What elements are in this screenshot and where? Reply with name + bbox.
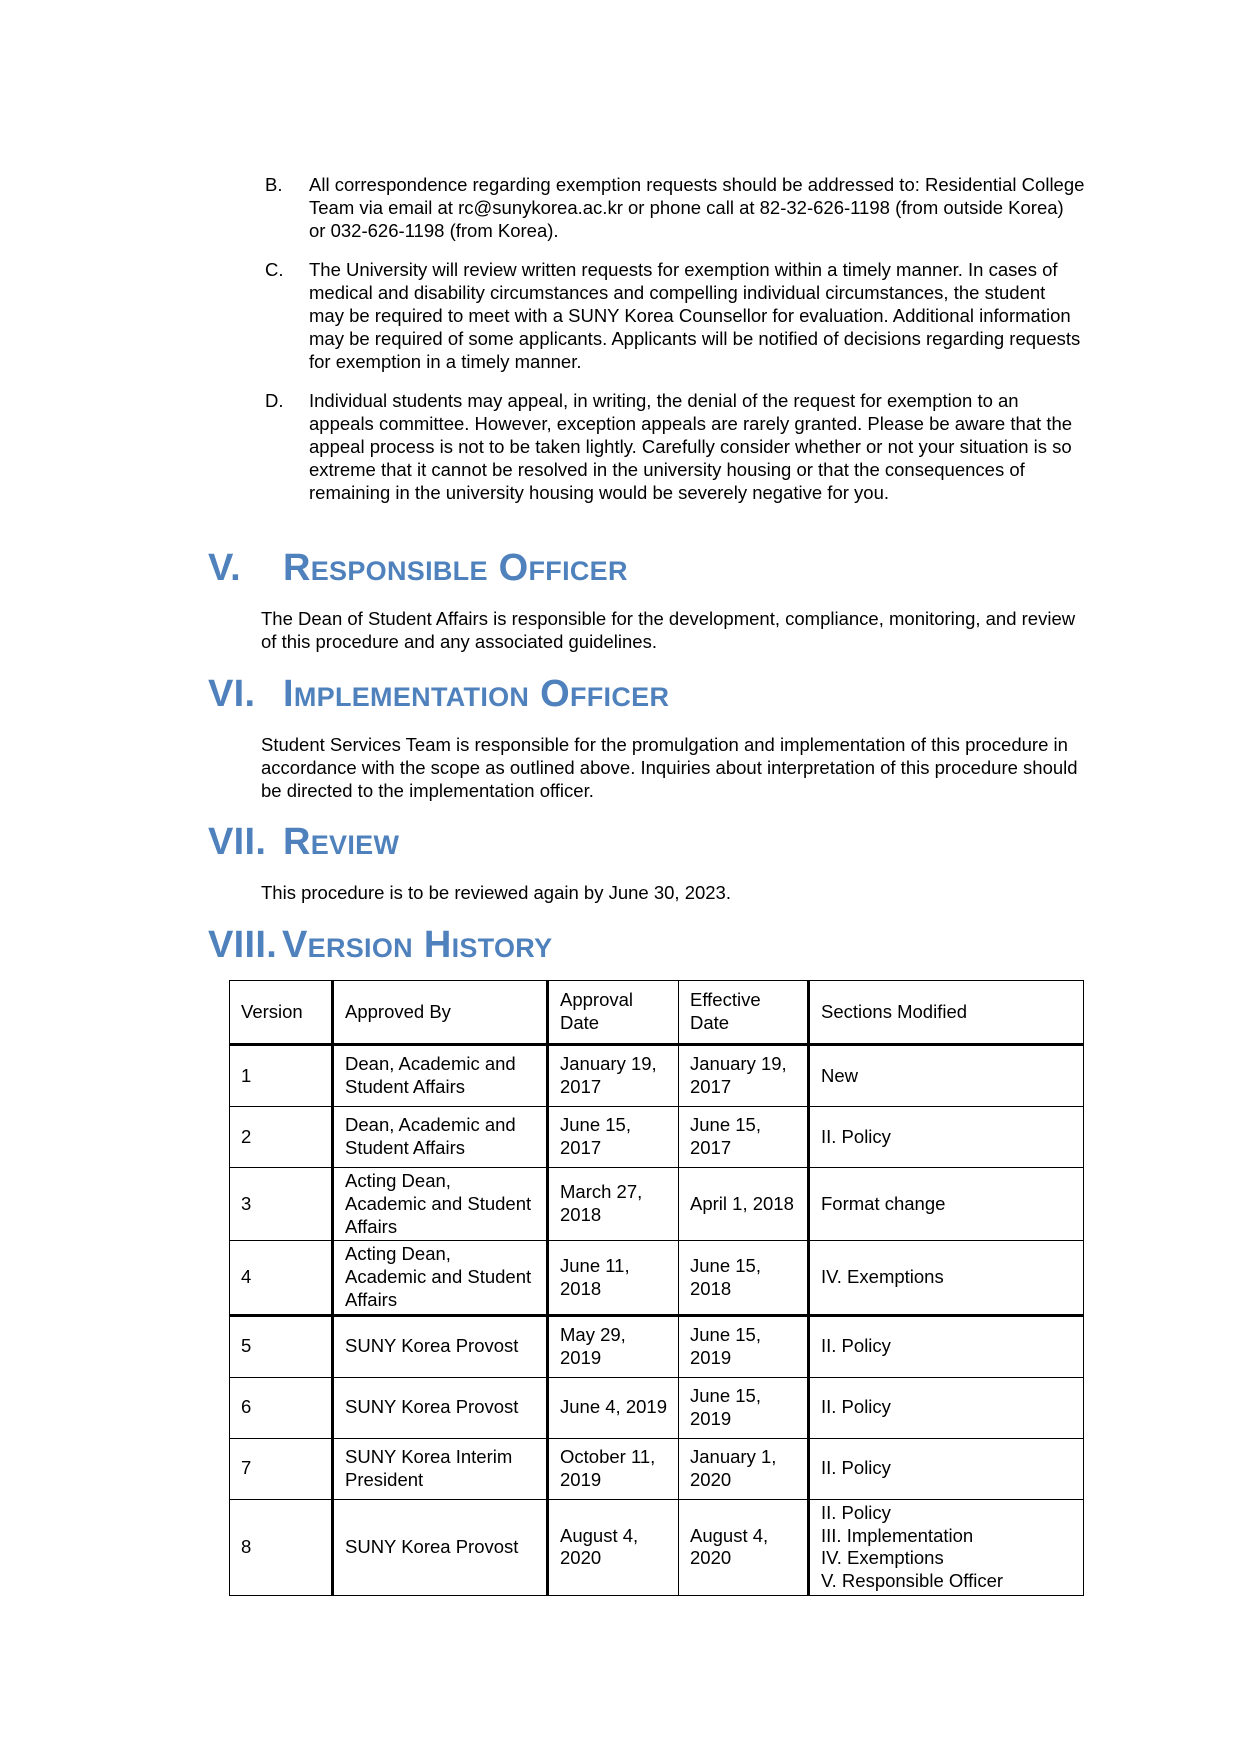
cell-approved-by: Dean, Academic and Student Affairs [333, 1045, 548, 1107]
cell-version: 8 [230, 1499, 333, 1595]
cell-approval-date: June 11, 2018 [548, 1241, 679, 1315]
cell-version: 5 [230, 1315, 333, 1377]
cell-approved-by: Acting Dean, Academic and Student Affairs [333, 1168, 548, 1241]
cell-approval-date: June 4, 2019 [548, 1377, 679, 1438]
heading-version-history [208, 923, 552, 967]
header-approved-by: Approved By [333, 981, 548, 1045]
table-row [230, 1438, 1084, 1499]
table-row [230, 1168, 1084, 1241]
table-row [230, 1377, 1084, 1438]
cell-version: 2 [230, 1107, 333, 1168]
cell-effective-date: June 15, 2019 [679, 1315, 809, 1377]
responsible-officer-body: The Dean of Student Affairs is responsible for the development, compliance, monitoring, and review of this procedure and any associated guidelines. [261, 608, 1076, 652]
cell-line: V. Responsible Officer [821, 1570, 1004, 1592]
cell-approval-date: October 11, 2019 [548, 1438, 679, 1499]
section-title: Version History [282, 924, 553, 966]
header-approval-date: Approval Date [548, 981, 679, 1045]
cell-approved-by: SUNY Korea Interim President [333, 1438, 548, 1499]
cell-line: IV. Exemptions [821, 1547, 944, 1569]
section-title: Responsible Officer [283, 547, 628, 589]
cell-approved-by: SUNY Korea Provost [333, 1315, 548, 1377]
heading-implementation-officer [208, 672, 669, 716]
cell-approval-date: June 15, 2017 [548, 1107, 679, 1168]
cell-approval-date: January 19, 2017 [548, 1045, 679, 1107]
table-row [230, 1241, 1084, 1315]
table-row [230, 1499, 1084, 1595]
exemption-list [265, 174, 1085, 521]
cell-version: 1 [230, 1045, 333, 1107]
version-history-body [230, 981, 1084, 1596]
section-title: Implementation Officer [283, 673, 670, 715]
table-row [230, 1107, 1084, 1168]
cell-effective-date: August 4, 2020 [679, 1499, 809, 1595]
header-sections-modified: Sections Modified [809, 981, 1084, 1045]
list-item-text: All correspondence regarding exemption requests should be addressed to: Residential College Team via email at rc@sunykorea.ac.kr or phone call at 82-32-626-1198 (from outside Korea) or 032-626-1198 (from Korea). [309, 174, 1085, 241]
cell-effective-date: April 1, 2018 [679, 1168, 809, 1241]
cell-approval-date: March 27, 2018 [548, 1168, 679, 1241]
list-item-text: Individual students may appeal, in writing, the denial of the request for exemption to an appeals committee. However, exception appeals are rarely granted. Please be aware that the appeal process is not to be taken lightly. Carefully consider whether or not your situation is so extreme that it cannot be resolved in the university housing or that the consequences of remaining in the university housing would be severely negative for you. [309, 390, 1073, 503]
heading-review [208, 820, 399, 864]
cell-line: III. Implementation [821, 1524, 974, 1546]
list-letter: D. [265, 390, 284, 412]
cell-approved-by: Dean, Academic and Student Affairs [333, 1107, 548, 1168]
section-number: VI. [208, 673, 256, 715]
cell-line: II. Policy [821, 1501, 891, 1523]
cell-sections-modified: II. Policy [809, 1438, 1084, 1499]
list-item-text: The University will review written requests for exemption within a timely manner. In cases of medical and disability circumstances and compelling individual circumstances, the student may be required to meet with a SUNY Korea Counsellor for evaluation. Additional information may be required of some applicants. Applicants will be notified of decisions regarding requests for exemption in a timely manner. [309, 259, 1081, 372]
section-number: V. [208, 547, 242, 589]
cell-sections-modified: Format change [809, 1168, 1084, 1241]
cell-version: 6 [230, 1377, 333, 1438]
cell-version: 4 [230, 1241, 333, 1315]
list-letter: C. [265, 259, 284, 281]
table-header-row [230, 981, 1084, 1045]
list-item [265, 174, 1085, 242]
cell-approved-by: SUNY Korea Provost [333, 1499, 548, 1595]
list-letter: B. [265, 174, 283, 195]
table-row [230, 1315, 1084, 1377]
cell-approved-by: SUNY Korea Provost [333, 1377, 548, 1438]
list-item [265, 390, 1085, 504]
cell-sections-modified: II. Policy [809, 1377, 1084, 1438]
cell-sections-modified: II. Policy [809, 1107, 1084, 1168]
list-item [265, 259, 1085, 373]
version-history-table [229, 980, 1084, 1596]
section-title: Review [283, 821, 400, 863]
cell-approval-date: May 29, 2019 [548, 1315, 679, 1377]
cell-sections-modified [809, 1499, 1084, 1595]
section-number: VII. [208, 821, 267, 863]
implementation-officer-body: Student Services Team is responsible for the promulgation and implementation of this procedure in accordance with the scope as outlined above. Inquiries about interpretation of this procedure should be directed to the implementation officer. [261, 734, 1078, 801]
cell-effective-date: June 15, 2018 [679, 1241, 809, 1315]
cell-sections-modified: New [809, 1045, 1084, 1107]
section-number: VIII. [208, 924, 278, 966]
cell-sections-modified: II. Policy [809, 1315, 1084, 1377]
cell-effective-date: June 15, 2017 [679, 1107, 809, 1168]
cell-effective-date: June 15, 2019 [679, 1377, 809, 1438]
cell-effective-date: January 19, 2017 [679, 1045, 809, 1107]
cell-version: 7 [230, 1438, 333, 1499]
cell-sections-modified: IV. Exemptions [809, 1241, 1084, 1315]
review-body: This procedure is to be reviewed again by June 30, 2023. [261, 882, 731, 903]
header-version: Version [230, 981, 333, 1045]
cell-approval-date: August 4, 2020 [548, 1499, 679, 1595]
header-effective-date: Effective Date [679, 981, 809, 1045]
heading-responsible-officer [208, 546, 628, 590]
table-row [230, 1045, 1084, 1107]
cell-version: 3 [230, 1168, 333, 1241]
cell-approved-by: Acting Dean, Academic and Student Affairs [333, 1241, 548, 1315]
cell-effective-date: January 1, 2020 [679, 1438, 809, 1499]
